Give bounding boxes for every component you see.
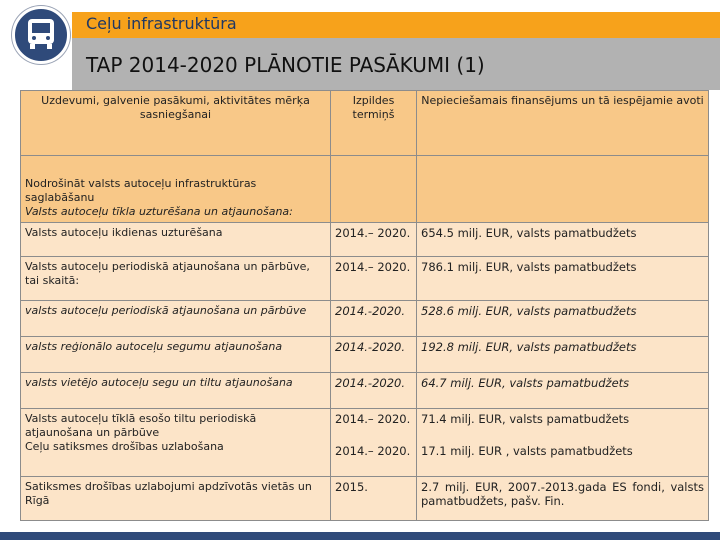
task-text: Valsts autoceļu tīklā esošo tiltu periodiskā atjaunošana un pārbūve — [25, 412, 257, 439]
section-row — [21, 156, 709, 223]
logo — [12, 6, 70, 64]
task-cell: valsts reģionālo autoceļu segumu atjaunošana — [21, 337, 331, 373]
column-header-term: Izpildes termiņš — [331, 91, 417, 156]
term-cell — [331, 409, 417, 477]
section-funding-cell — [417, 156, 709, 223]
table-row — [21, 257, 709, 301]
funding-cell: 786.1 milj. EUR, valsts pamatbudžets — [417, 257, 709, 301]
term-text: 2014.– 2020. — [335, 412, 411, 426]
section-title: Nodrošināt valsts autoceļu infrastruktūras saglabāšanu — [25, 177, 257, 204]
bus-icon — [26, 18, 56, 50]
task-text-secondary: Ceļu satiksmes drošības uzlabošana — [25, 440, 224, 453]
table-row — [21, 409, 709, 477]
funding-cell: 2.7 milj. EUR, 2007.-2013.gada ES fondi, valsts pamatbudžets, pašv. Fin. — [417, 477, 709, 521]
table-row — [21, 477, 709, 521]
term-cell: 2014.-2020. — [331, 373, 417, 409]
task-cell: valsts vietējo autoceļu segu un tiltu atjaunošana — [21, 373, 331, 409]
section-subtitle: Ceļu infrastruktūra — [86, 14, 237, 33]
task-cell: Valsts autoceļu ikdienas uzturēšana — [21, 223, 331, 257]
task-cell: Satiksmes drošības uzlabojumi apdzīvotās vietās un Rīgā — [21, 477, 331, 521]
term-text-secondary: 2014.– 2020. — [335, 444, 411, 458]
term-cell: 2014.-2020. — [331, 301, 417, 337]
term-cell: 2014.– 2020. — [331, 257, 417, 301]
term-cell: 2014.– 2020. — [331, 223, 417, 257]
table-header-row — [21, 91, 709, 156]
funding-cell — [417, 409, 709, 477]
task-cell: valsts autoceļu periodiskā atjaunošana un pārbūve — [21, 301, 331, 337]
funding-cell: 64.7 milj. EUR, valsts pamatbudžets — [417, 373, 709, 409]
measures-table — [20, 90, 709, 521]
section-subtitle-line: Valsts autoceļu tīkla uzturēšana un atjaunošana: — [25, 205, 293, 218]
section-term-cell — [331, 156, 417, 223]
table-row — [21, 223, 709, 257]
task-cell: Valsts autoceļu periodiskā atjaunošana un pārbūve, tai skaitā: — [21, 257, 331, 301]
column-header-funding: Nepieciešamais finansējums un tā iespējamie avoti — [417, 91, 709, 156]
funding-text: 71.4 milj. EUR, valsts pamatbudžets — [421, 412, 630, 426]
funding-text-secondary: 17.1 milj. EUR , valsts pamatbudžets — [421, 444, 633, 458]
footer-bar — [0, 532, 720, 540]
funding-cell: 192.8 milj. EUR, valsts pamatbudžets — [417, 337, 709, 373]
table-row — [21, 373, 709, 409]
table-row — [21, 301, 709, 337]
page-title: TAP 2014-2020 PLĀNOTIE PASĀKUMI (1) — [86, 53, 485, 77]
term-cell: 2015. — [331, 477, 417, 521]
term-cell: 2014.-2020. — [331, 337, 417, 373]
section-cell — [21, 156, 331, 223]
funding-cell: 528.6 milj. EUR, valsts pamatbudžets — [417, 301, 709, 337]
funding-cell: 654.5 milj. EUR, valsts pamatbudžets — [417, 223, 709, 257]
task-cell — [21, 409, 331, 477]
column-header-tasks: Uzdevumi, galvenie pasākumi, aktivitātes mērķa sasniegšanai — [21, 91, 331, 156]
table-row — [21, 337, 709, 373]
